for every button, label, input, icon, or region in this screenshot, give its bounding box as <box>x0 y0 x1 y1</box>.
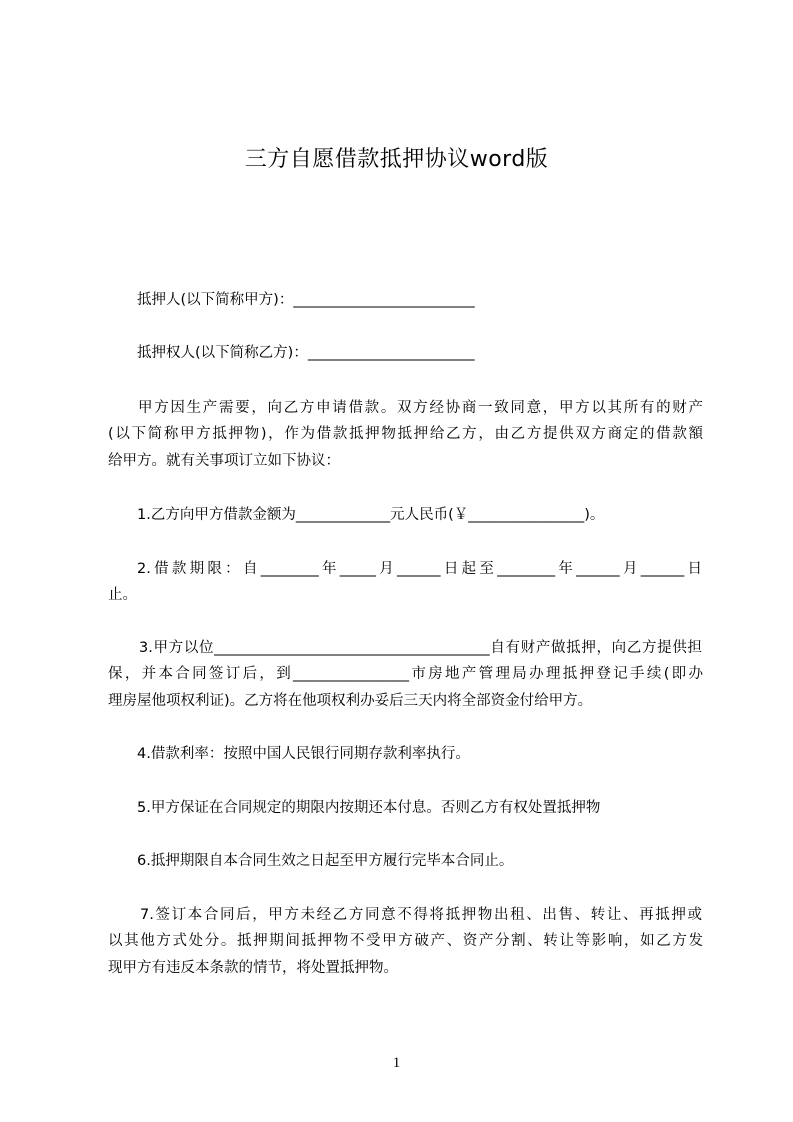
clause-3-line-1: 3.甲方以位______________________________________自有财产做抵押，向乙方提供担 <box>139 640 702 656</box>
pledgee-line: 抵押权人(以下简称乙方)：_______________________ <box>137 345 475 361</box>
page-number: 1 <box>392 1055 401 1071</box>
clause-5-line: 5.甲方保证在合同规定的期限内按期还本付息。否则乙方有权处置抵押物 <box>137 800 601 816</box>
clause-7-line-2: 以其他方式处分。抵押期间抵押物不受甲方破产、资产分割、转让等影响，如乙方发 <box>108 933 703 949</box>
clause-4-line: 4.借款利率：按照中国人民银行同期存款利率执行。 <box>137 746 470 762</box>
clause-7-line-1: 7.签订本合同后，甲方未经乙方同意不得将抵押物出租、出售、转让、再抵押或 <box>140 907 702 923</box>
clause-2-line-2: 止。 <box>108 587 137 603</box>
preamble-line-2: (以下简称甲方抵押物)，作为借款抵押物抵押给乙方，由乙方提供双方商定的借款額 <box>108 426 703 442</box>
clause-7-line-3: 现甲方有违反本条款的情节，将处置抵押物。 <box>108 960 398 976</box>
preamble-line-1: 甲方因生产需要，向乙方申请借款。双方经协商一致同意，甲方以其所有的财产 <box>138 400 703 416</box>
pledger-line: 抵押人(以下简称甲方)：_________________________ <box>137 292 475 308</box>
clause-1-line: 1.乙方向甲方借款金额为_____________元人民币(￥________________)。 <box>137 507 605 523</box>
document-title: 三方自愿借款抵押协议word版 <box>244 147 549 172</box>
clause-6-line: 6.抵押期限自本合同生效之日起至甲方履行完毕本合同止。 <box>137 853 514 869</box>
clause-3-line-3: 理房屋他项权利证)。乙方将在他项权利办妥后三天内将全部资金付给甲方。 <box>108 693 593 709</box>
preamble-line-3: 给甲方。就有关事项订立如下协议： <box>108 453 340 469</box>
clause-2-line-1: 2.借款期限：自________年_____月______日起至________年______月______日 <box>137 561 702 577</box>
clause-3-line-2: 保，并本合同签订后，到________________市房地产管理局办理抵押登记手续(即办 <box>108 666 703 682</box>
